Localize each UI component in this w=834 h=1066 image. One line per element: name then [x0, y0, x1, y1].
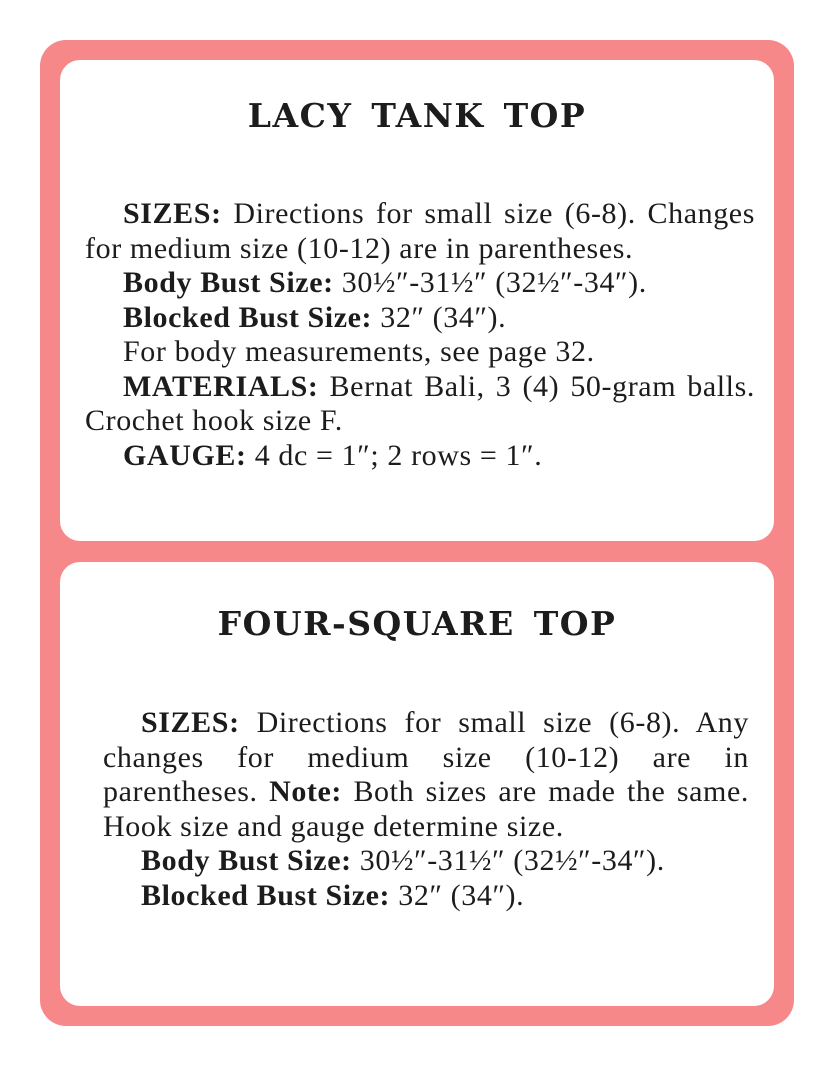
gauge-paragraph [85, 439, 755, 474]
body-bust-text: 30½″-31½″ (32½″-34″). [351, 844, 665, 877]
four-square-top-card [60, 562, 774, 1006]
note-text: Both sizes are made the same. Hook size and gauge determine size. [103, 775, 749, 843]
sizes-text: Directions for small size (6-8). Changes for medium size (10-12) are in parentheses. [85, 197, 755, 265]
sizes-label: SIZES: [141, 706, 240, 739]
materials-text: Bernat Bali, 3 (4) 50-gram balls. Crochet hook size F. [85, 369, 755, 437]
gauge-label: GAUGE: [123, 438, 247, 472]
four-square-top-body [103, 706, 749, 913]
sizes-label: SIZES: [123, 197, 222, 230]
body-bust-text: 30½″-31½″ (32½″-34″). [333, 266, 647, 299]
body-bust-paragraph [85, 266, 755, 301]
blocked-bust-paragraph [103, 879, 749, 914]
materials-label: MATERIALS: [123, 369, 319, 403]
blocked-bust-text: 32″ (34″). [390, 878, 525, 912]
blocked-bust-paragraph [85, 301, 755, 336]
lacy-tank-top-card [60, 60, 774, 541]
lacy-tank-top-body [85, 197, 755, 473]
gauge-text: 4 dc = 1″; 2 rows = 1″. [246, 438, 543, 472]
four-square-top-title: FOUR-SQUARE TOP [217, 604, 617, 643]
lacy-tank-top-title: LACY TANK TOP [247, 96, 587, 135]
blocked-bust-label: Blocked Bust Size: [141, 878, 391, 912]
measurements-paragraph: For body measurements, see page 32. [123, 335, 595, 368]
note-label: Note: [269, 775, 343, 808]
body-bust-label: Body Bust Size: [123, 266, 334, 299]
materials-paragraph [85, 370, 755, 439]
sizes-paragraph [85, 197, 755, 266]
body-bust-paragraph [103, 844, 749, 879]
blocked-bust-text: 32″ (34″). [372, 300, 507, 334]
sizes-paragraph [103, 706, 749, 844]
blocked-bust-label: Blocked Bust Size: [123, 300, 373, 334]
body-bust-label: Body Bust Size: [141, 844, 352, 877]
sizes-text: Directions for small size (6-8). Any changes for medium size (10-12) are in parentheses. [103, 706, 749, 808]
